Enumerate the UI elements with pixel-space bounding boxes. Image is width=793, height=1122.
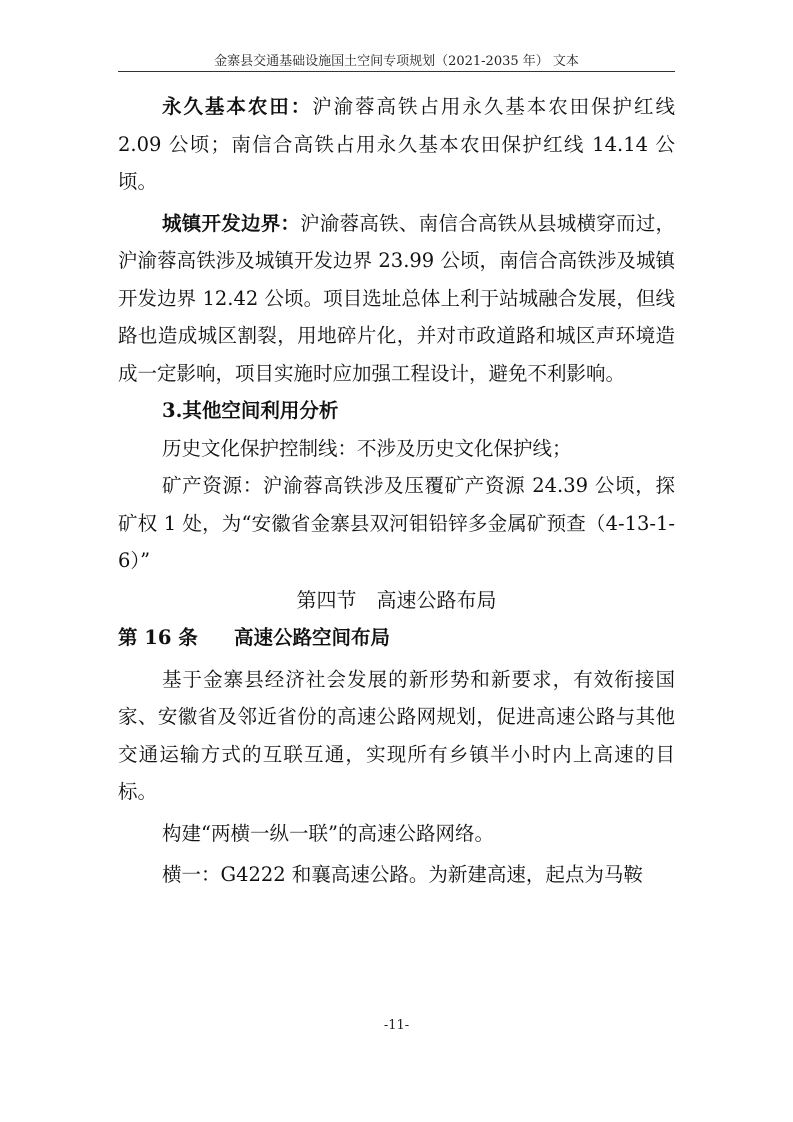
paragraph-text: 沪渝蓉高铁占用永久基本农田保护红线 2.09 公顷；南信合高铁占用永久基本农田保护红线 14.14 公顷。 bbox=[118, 95, 675, 193]
paragraph-highway-intro: 基于金寨县经济社会发展的新形势和新要求，有效衔接国家、安徽省及邻近省份的高速公路网规划，促进高速公路与其他交通运输方式的互联互通，实现所有乡镇半小时内上高速的目标。 bbox=[118, 667, 675, 803]
header-divider bbox=[118, 71, 675, 72]
paragraph-mineral: 矿产资源：沪渝蓉高铁涉及压覆矿产资源 24.39 公顷，探矿权 1 处，为“安徽省金寨县双河钼铅锌多金属矿预查（4-13-1-6）” bbox=[118, 474, 675, 572]
paragraph-network: 构建“两横一纵一联”的高速公路网络。 bbox=[162, 821, 494, 845]
page-number: -11- bbox=[383, 1018, 410, 1033]
paragraph-text: 沪渝蓉高铁、南信合高铁从县城横穿而过，沪渝蓉高铁涉及城镇开发边界 23.99 公顷，南信合高铁涉及城镇开发边界 12.42 公顷。项目选址总体上利于站城融合发展，但线路也造成城区割裂，用地碎片化，并对市政道路和城区声环境造成一定影响，项目实施时应加强工程设计，避免不利影响。 bbox=[118, 211, 675, 385]
article-heading bbox=[118, 619, 675, 657]
running-header: 金寨县交通基础设施国土空间专项规划（2021-2035 年） 文本 bbox=[214, 54, 579, 69]
paragraph-route-one: 横一：G4222 和襄高速公路。为新建高速，起点为马鞍 bbox=[162, 863, 643, 886]
paragraph-label: 城镇开发边界： bbox=[162, 211, 301, 235]
section-title: 第四节 高速公路布局 bbox=[296, 587, 497, 612]
paragraph-label: 永久基本农田： bbox=[162, 95, 313, 118]
document-body bbox=[118, 88, 675, 894]
subheading-other-space: 3.其他空间利用分析 bbox=[162, 399, 339, 422]
paragraph-urban-boundary bbox=[118, 205, 675, 393]
paragraph-heritage: 历史文化保护控制线：不涉及历史文化保护线； bbox=[162, 436, 572, 460]
article-title: 高速公路空间布局 bbox=[234, 626, 391, 649]
paragraph-farmland bbox=[118, 88, 675, 201]
article-number: 第 16 条 bbox=[118, 626, 198, 649]
